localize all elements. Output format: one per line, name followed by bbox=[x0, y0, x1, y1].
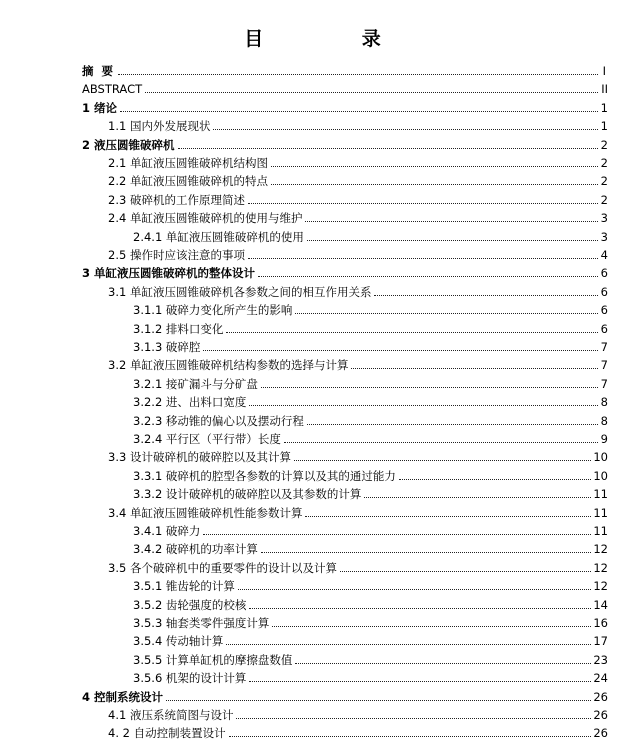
dot-leader bbox=[249, 592, 591, 609]
toc-entry-page: 24 bbox=[593, 671, 608, 686]
dot-leader bbox=[271, 150, 598, 167]
dot-leader bbox=[351, 352, 598, 369]
toc-entry[interactable] bbox=[108, 205, 608, 226]
toc-entry-page: 1 bbox=[600, 119, 608, 134]
toc-entry-label: 2.3 破碎机的工作原理简述 bbox=[108, 192, 245, 207]
dot-leader bbox=[238, 573, 591, 590]
dot-leader bbox=[272, 610, 591, 627]
dot-leader bbox=[261, 371, 598, 388]
toc-entry[interactable] bbox=[133, 592, 608, 610]
toc-entry-label: 3.1.1 破碎力变化所产生的影响 bbox=[133, 303, 293, 318]
toc-entry-page: 7 bbox=[600, 340, 608, 354]
toc-entry[interactable] bbox=[108, 113, 608, 134]
dot-leader bbox=[271, 168, 598, 185]
toc-entry-label: 3.2.3 移动锥的偏心以及摆动行程 bbox=[133, 413, 304, 428]
toc-entry[interactable] bbox=[108, 500, 608, 518]
dot-leader bbox=[166, 684, 591, 701]
dot-leader bbox=[229, 720, 592, 737]
toc-entry[interactable] bbox=[82, 95, 608, 113]
toc-entry-page: I bbox=[602, 64, 608, 78]
toc-entry[interactable] bbox=[133, 426, 608, 444]
toc-entry[interactable] bbox=[108, 242, 608, 260]
dot-leader bbox=[226, 628, 591, 645]
toc-entry-label: 2.5 操作时应该注意的事项 bbox=[108, 248, 245, 262]
toc-entry-label: 3.5.4 传动轴计算 bbox=[133, 634, 224, 649]
toc-entry-label: 3.2 单缸液压圆锥破碎机结构参数的选择与计算 bbox=[108, 358, 349, 373]
toc-entry[interactable] bbox=[108, 702, 608, 720]
toc-entry-label: 3.1.3 破碎腔 bbox=[133, 340, 201, 354]
toc-entry-label: 3.3.1 破碎机的腔型各参数的计算以及其的通过能力 bbox=[133, 468, 396, 483]
dot-leader bbox=[295, 647, 591, 664]
toc-entry-page: 7 bbox=[600, 376, 608, 391]
toc-entry-page: 11 bbox=[593, 487, 608, 502]
toc-entry-page: 6 bbox=[600, 321, 608, 336]
toc-entry-label: 3.4 单缸液压圆锥破碎机性能参数计算 bbox=[108, 505, 303, 520]
toc-entry[interactable] bbox=[82, 76, 608, 97]
toc-entry[interactable] bbox=[133, 481, 608, 502]
toc-entry-page: 6 bbox=[600, 303, 608, 318]
dot-leader bbox=[248, 187, 598, 204]
dot-leader bbox=[249, 389, 598, 406]
toc-entry-page: II bbox=[601, 82, 608, 97]
toc-entry-label: 1 绪论 bbox=[82, 100, 118, 115]
toc-entry[interactable] bbox=[133, 573, 608, 594]
toc-entry-label: 4.1 液压系统简图与设计 bbox=[108, 708, 234, 722]
dot-leader bbox=[364, 481, 591, 498]
toc-entry-label: 3.1 单缸液压圆锥破碎机各参数之间的相互作用关系 bbox=[108, 284, 372, 299]
toc-entry[interactable] bbox=[82, 58, 608, 76]
toc-entry[interactable] bbox=[133, 463, 608, 481]
toc-entry-page: 26 bbox=[593, 726, 608, 741]
dot-leader bbox=[178, 132, 598, 149]
toc-entry-page: 2 bbox=[600, 156, 608, 170]
toc-entry[interactable] bbox=[133, 536, 608, 557]
toc-entry-page: 2 bbox=[600, 137, 608, 152]
toc-entry-page: 2 bbox=[600, 192, 608, 207]
dot-leader bbox=[399, 463, 591, 480]
toc-entry[interactable] bbox=[108, 279, 608, 297]
dot-leader bbox=[305, 205, 598, 222]
dot-leader bbox=[261, 536, 591, 553]
toc-entry-page: 6 bbox=[600, 266, 608, 281]
toc-entry-page: 10 bbox=[593, 450, 608, 465]
toc-entry-page: 10 bbox=[593, 468, 608, 483]
toc-entry[interactable] bbox=[133, 297, 608, 318]
dot-leader bbox=[213, 113, 598, 130]
dot-leader bbox=[307, 408, 598, 425]
dot-leader bbox=[307, 224, 598, 241]
toc-entry-page: 3 bbox=[600, 211, 608, 226]
toc-entry-label: 2.4.1 单缸液压圆锥破碎机的使用 bbox=[133, 229, 304, 244]
page-title: 目 录 bbox=[244, 28, 427, 50]
toc-entry-label: 3.5.2 齿轮强度的校核 bbox=[133, 597, 247, 612]
dot-leader bbox=[284, 426, 598, 443]
toc-entry-label: 3.2.2 进、出料口宽度 bbox=[133, 395, 247, 410]
dot-leader bbox=[374, 279, 598, 296]
toc-entry-label: 2.1 单缸液压圆锥破碎机结构图 bbox=[108, 156, 268, 170]
dot-leader bbox=[249, 665, 591, 682]
toc-entry-page: 16 bbox=[593, 616, 608, 630]
toc-entry-page: 3 bbox=[600, 229, 608, 244]
toc-entry-page: 8 bbox=[600, 395, 608, 410]
toc-entry-label: 3.2.4 平行区（平行带）长度 bbox=[133, 432, 281, 446]
dot-leader bbox=[203, 334, 598, 351]
toc-entry[interactable] bbox=[108, 352, 608, 373]
toc-entry[interactable] bbox=[133, 628, 608, 649]
dot-leader bbox=[258, 260, 598, 277]
toc-entry-page: 9 bbox=[600, 432, 608, 446]
toc-entry[interactable] bbox=[133, 389, 608, 410]
toc-entry[interactable] bbox=[82, 684, 608, 702]
dot-leader bbox=[340, 555, 591, 572]
toc-entry[interactable] bbox=[133, 518, 608, 536]
toc-entry[interactable] bbox=[133, 224, 608, 242]
toc-entry[interactable] bbox=[133, 408, 608, 426]
toc-entry-label: 2.2 单缸液压圆锥破碎机的特点 bbox=[108, 174, 268, 189]
toc-entry-page: 1 bbox=[600, 100, 608, 115]
dot-leader bbox=[120, 95, 598, 112]
toc-entry[interactable] bbox=[82, 132, 608, 150]
dot-leader bbox=[295, 297, 598, 314]
toc-entry-label: 3.5.3 轴套类零件强度计算 bbox=[133, 616, 270, 630]
toc-entry-label: 3.2.1 接矿漏斗与分矿盘 bbox=[133, 376, 258, 391]
toc-entry-label: 3.5 各个破碎机中的重要零件的设计以及计算 bbox=[108, 560, 337, 575]
toc-entry-label: 4 控制系统设计 bbox=[82, 689, 164, 704]
toc-entry-label: 3 单缸液压圆锥破碎机的整体设计 bbox=[82, 266, 256, 281]
toc-entry[interactable] bbox=[133, 371, 608, 389]
dot-leader bbox=[248, 242, 598, 259]
toc-entry-label: 1.1 国内外发展现状 bbox=[108, 119, 211, 134]
toc-entry-page: 26 bbox=[593, 708, 608, 722]
dot-leader bbox=[236, 702, 591, 719]
toc-entry-label: 2.4 单缸液压圆锥破碎机的使用与维护 bbox=[108, 211, 303, 226]
toc-entry-label: 3.5.6 机架的设计计算 bbox=[133, 671, 247, 686]
toc-entry-page: 2 bbox=[600, 174, 608, 189]
toc-entry-page: 14 bbox=[593, 597, 608, 612]
toc-entry[interactable] bbox=[108, 168, 608, 189]
toc-entry-page: 17 bbox=[593, 634, 608, 649]
toc-entry-label: 3.3 设计破碎机的破碎腔以及其计算 bbox=[108, 450, 291, 465]
toc-entry[interactable] bbox=[82, 260, 608, 281]
toc-entry-page: 12 bbox=[593, 579, 608, 594]
toc-entry[interactable] bbox=[133, 647, 608, 665]
dot-leader bbox=[305, 500, 591, 517]
toc-entry[interactable] bbox=[108, 150, 608, 168]
dot-leader bbox=[203, 518, 591, 535]
toc-entry[interactable] bbox=[133, 665, 608, 686]
dot-leader bbox=[226, 316, 598, 333]
toc-entry-page: 23 bbox=[593, 652, 608, 667]
toc-entry-label: 3.5.5 计算单缸机的摩擦盘数值 bbox=[133, 652, 293, 667]
toc-entry-label: 3.4.2 破碎机的功率计算 bbox=[133, 542, 258, 557]
toc-entry-page: 12 bbox=[593, 542, 608, 557]
toc-entry[interactable] bbox=[108, 187, 608, 205]
toc-entry[interactable] bbox=[108, 555, 608, 573]
toc-entry-page: 11 bbox=[593, 505, 608, 520]
toc-entry[interactable] bbox=[133, 334, 608, 352]
toc-entry-page: 26 bbox=[593, 689, 608, 704]
toc-entry-page: 4 bbox=[600, 248, 608, 262]
toc-entry-label: 3.5.1 锥齿轮的计算 bbox=[133, 579, 235, 594]
toc-entry-label: 3.4.1 破碎力 bbox=[133, 524, 201, 538]
toc-entry-page: 6 bbox=[600, 284, 608, 299]
toc-entry[interactable] bbox=[133, 610, 608, 628]
toc-entry-page: 12 bbox=[593, 560, 608, 575]
toc-entry[interactable] bbox=[108, 720, 608, 741]
toc-entry-label: 2 液压圆锥破碎机 bbox=[82, 137, 175, 152]
toc-entry-label: 摘 要 bbox=[82, 64, 116, 78]
toc-entry-label: ABSTRACT bbox=[82, 82, 143, 97]
dot-leader bbox=[145, 76, 598, 93]
toc-entry[interactable] bbox=[133, 316, 608, 334]
toc-entry-page: 8 bbox=[600, 413, 608, 428]
toc-entry[interactable] bbox=[108, 444, 608, 465]
toc-entry-label: 3.3.2 设计破碎机的破碎腔以及其参数的计算 bbox=[133, 487, 362, 502]
dot-leader bbox=[118, 58, 598, 75]
toc-entry-page: 7 bbox=[600, 358, 608, 373]
dot-leader bbox=[294, 444, 591, 461]
toc-entry-page: 11 bbox=[593, 524, 608, 538]
toc-entry-label: 3.1.2 排料口变化 bbox=[133, 321, 224, 336]
toc-entry-label: 4. 2 自动控制装置设计 bbox=[108, 726, 226, 741]
